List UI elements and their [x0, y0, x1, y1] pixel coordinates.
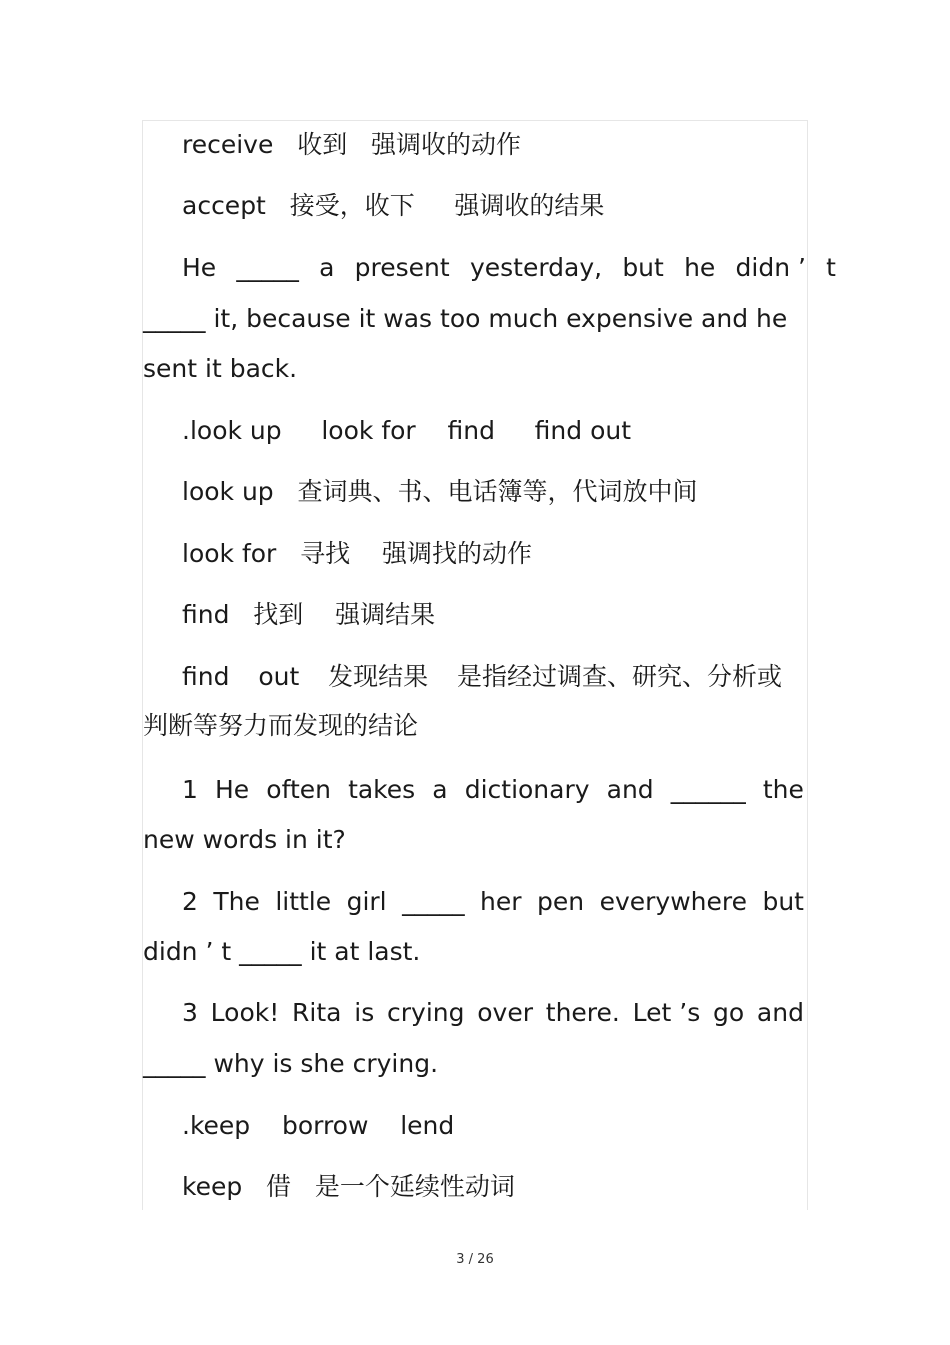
word: everywhere: [599, 887, 747, 916]
text-line: find 找到 强调结果: [182, 600, 436, 629]
word: dictionary: [464, 775, 590, 804]
word: go: [712, 998, 745, 1027]
word: he: [684, 253, 716, 282]
word: often: [266, 775, 331, 804]
word: Let ’s: [632, 998, 701, 1027]
word: takes: [348, 775, 416, 804]
word: 是指经过调查、研究、分析或: [456, 662, 782, 691]
word: out: [258, 662, 300, 691]
word: a: [432, 775, 448, 804]
word: and: [606, 775, 654, 804]
word: t: [826, 253, 836, 282]
word: little: [275, 887, 332, 916]
text-line: look for 寻找 强调找的动作: [182, 539, 532, 568]
blank: _____: [236, 253, 299, 282]
text-line-justified: [182, 253, 836, 283]
word: 发现结果: [328, 662, 429, 691]
word: girl: [346, 887, 387, 916]
word: is: [354, 998, 375, 1027]
word: 3: [182, 998, 198, 1027]
text-line: keep 借 是一个延续性动词: [182, 1172, 515, 1201]
text-line-justified: [182, 887, 804, 917]
word: and: [756, 998, 804, 1027]
text-line: look up 查词典、书、电话簿等，代词放中间: [182, 477, 698, 506]
word: pen: [537, 887, 585, 916]
text-line: accept 接受，收下 强调收的结果: [182, 191, 605, 220]
text-line: didn ’ t _____ it at last.: [143, 937, 421, 966]
text-line: .keep borrow lend: [182, 1111, 455, 1140]
word: Look!: [210, 998, 280, 1027]
word: over: [477, 998, 533, 1027]
word: yesterday,: [469, 253, 603, 282]
word: didn ’: [735, 253, 806, 282]
text-line: new words in it?: [143, 825, 346, 854]
word: The: [213, 887, 260, 916]
word: there.: [545, 998, 620, 1027]
text-line-justified: [182, 662, 782, 692]
text-line: _____ why is she crying.: [143, 1049, 439, 1078]
text-line: 判断等努力而发现的结论: [143, 711, 419, 740]
text-line-justified: [182, 998, 804, 1028]
blank: _____: [402, 887, 465, 916]
word: a: [319, 253, 335, 282]
word: Rita: [292, 998, 342, 1027]
text-line: sent it back.: [143, 354, 298, 383]
word: He: [215, 775, 250, 804]
page-number: 3 / 26: [456, 1252, 494, 1267]
blank: ______: [670, 775, 746, 804]
word: but: [762, 887, 804, 916]
text-line: receive 收到 强调收的动作: [182, 130, 522, 159]
word: but: [622, 253, 664, 282]
word: find: [182, 662, 230, 691]
word: 2: [182, 887, 198, 916]
word: present: [354, 253, 450, 282]
word: He: [182, 253, 217, 282]
word: 1: [182, 775, 198, 804]
word: crying: [387, 998, 465, 1027]
text-line-justified: [182, 775, 804, 805]
word: the: [762, 775, 804, 804]
text-line: _____ it, because it was too much expensive and he: [143, 304, 788, 333]
text-line: .look up look for find find out: [182, 416, 632, 445]
word: her: [480, 887, 522, 916]
